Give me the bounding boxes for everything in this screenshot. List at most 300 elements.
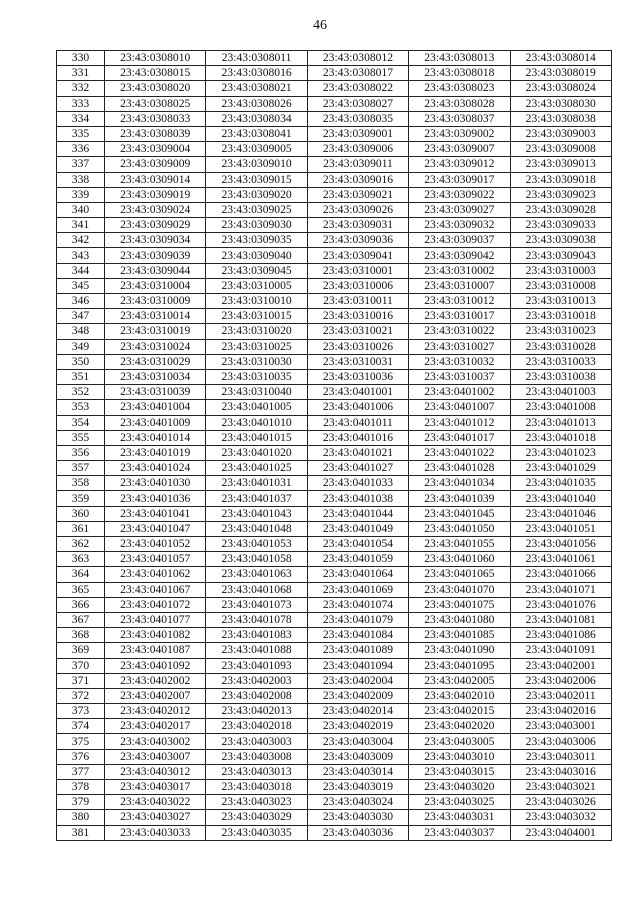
cadastral-number-cell: 23:43:0308018 [409,66,510,81]
cadastral-number-cell: 23:43:0403018 [206,780,307,795]
cadastral-number-cell: 23:43:0309032 [409,218,510,233]
row-number-cell: 359 [57,491,105,506]
cadastral-number-cell: 23:43:0401073 [206,597,307,612]
cadastral-number-cell: 23:43:0402001 [510,658,611,673]
cadastral-number-cell: 23:43:0310020 [206,324,307,339]
table-row [57,764,612,779]
cadastral-number-cell: 23:43:0401069 [307,582,408,597]
cadastral-number-cell: 23:43:0309044 [105,263,206,278]
cadastral-number-cell: 23:43:0308021 [206,81,307,96]
table-row [57,445,612,460]
cadastral-number-cell: 23:43:0308011 [206,51,307,66]
cadastral-number-cell: 23:43:0401051 [510,521,611,536]
cadastral-number-cell: 23:43:0402007 [105,688,206,703]
cadastral-number-cell: 23:43:0401080 [409,612,510,627]
row-number-cell: 345 [57,278,105,293]
cadastral-number-cell: 23:43:0401031 [206,476,307,491]
row-number-cell: 363 [57,552,105,567]
cadastral-number-cell: 23:43:0308017 [307,66,408,81]
cadastral-number-cell: 23:43:0309029 [105,218,206,233]
row-number-cell: 354 [57,415,105,430]
table-row [57,51,612,66]
row-number-cell: 344 [57,263,105,278]
cadastral-number-cell: 23:43:0401023 [510,445,611,460]
row-number-cell: 368 [57,628,105,643]
row-number-cell: 378 [57,780,105,795]
row-number-cell: 366 [57,597,105,612]
cadastral-number-cell: 23:43:0401081 [510,612,611,627]
cadastral-number-cell: 23:43:0401087 [105,643,206,658]
table-row [57,749,612,764]
cadastral-number-cell: 23:43:0401063 [206,567,307,582]
cadastral-number-cell: 23:43:0309010 [206,157,307,172]
table-row [57,658,612,673]
page-number: 46 [313,18,327,33]
cadastral-number-cell: 23:43:0309037 [409,233,510,248]
cadastral-number-cell: 23:43:0309024 [105,202,206,217]
cadastral-number-cell: 23:43:0310010 [206,294,307,309]
cadastral-number-cell: 23:43:0401062 [105,567,206,582]
row-number-cell: 372 [57,688,105,703]
cadastral-number-cell: 23:43:0402017 [105,719,206,734]
cadastral-number-cell: 23:43:0401025 [206,461,307,476]
cadastral-number-cell: 23:43:0402002 [105,673,206,688]
cadastral-number-cell: 23:43:0401040 [510,491,611,506]
table-row [57,111,612,126]
table-row [57,810,612,825]
cadastral-number-cell: 23:43:0401011 [307,415,408,430]
cadastral-number-cell: 23:43:0401006 [307,400,408,415]
cadastral-number-cell: 23:43:0310024 [105,339,206,354]
cadastral-number-cell: 23:43:0309012 [409,157,510,172]
cadastral-number-cell: 23:43:0401084 [307,628,408,643]
cadastral-number-cell: 23:43:0401041 [105,506,206,521]
row-number-cell: 377 [57,764,105,779]
cadastral-number-cell: 23:43:0403029 [206,810,307,825]
cadastral-number-cell: 23:43:0401005 [206,400,307,415]
cadastral-number-cell: 23:43:0309007 [409,142,510,157]
cadastral-number-cell: 23:43:0310016 [307,309,408,324]
cadastral-number-cell: 23:43:0403026 [510,795,611,810]
cadastral-number-cell: 23:43:0402005 [409,673,510,688]
cadastral-number-cell: 23:43:0401002 [409,385,510,400]
cadastral-number-cell: 23:43:0310038 [510,369,611,384]
row-number-cell: 333 [57,96,105,111]
row-number-cell: 369 [57,643,105,658]
table-row [57,294,612,309]
cadastral-number-cell: 23:43:0308028 [409,96,510,111]
cadastral-number-cell: 23:43:0401074 [307,597,408,612]
cadastral-number-cell: 23:43:0402012 [105,704,206,719]
cadastral-number-cell: 23:43:0308035 [307,111,408,126]
row-number-cell: 381 [57,825,105,840]
cadastral-number-cell: 23:43:0310030 [206,354,307,369]
table-row [57,309,612,324]
row-number-cell: 362 [57,537,105,552]
cadastral-number-cell: 23:43:0401038 [307,491,408,506]
table-row [57,476,612,491]
cadastral-number-cell: 23:43:0401053 [206,537,307,552]
table-row [57,430,612,445]
cadastral-number-cell: 23:43:0403037 [409,825,510,840]
cadastral-number-cell: 23:43:0309014 [105,172,206,187]
table-row [57,157,612,172]
cadastral-number-cell: 23:43:0403021 [510,780,611,795]
cadastral-number-cell: 23:43:0401068 [206,582,307,597]
cadastral-number-cell: 23:43:0401070 [409,582,510,597]
cadastral-number-cell: 23:43:0308041 [206,126,307,141]
cadastral-number-cell: 23:43:0403010 [409,749,510,764]
cadastral-number-cell: 23:43:0310031 [307,354,408,369]
cadastral-number-cell: 23:43:0401030 [105,476,206,491]
row-number-cell: 351 [57,369,105,384]
cadastral-number-cell: 23:43:0401003 [510,385,611,400]
cadastral-number-cell: 23:43:0310029 [105,354,206,369]
cadastral-number-cell: 23:43:0401091 [510,643,611,658]
row-number-cell: 350 [57,354,105,369]
cadastral-number-cell: 23:43:0401016 [307,430,408,445]
cadastral-number-cell: 23:43:0403033 [105,825,206,840]
row-number-cell: 331 [57,66,105,81]
cadastral-number-cell: 23:43:0403022 [105,795,206,810]
cadastral-number-cell: 23:43:0402016 [510,704,611,719]
cadastral-number-cell: 23:43:0401052 [105,537,206,552]
cadastral-number-cell: 23:43:0401034 [409,476,510,491]
table-row [57,218,612,233]
cadastral-number-cell: 23:43:0401079 [307,612,408,627]
cadastral-number-cell: 23:43:0310013 [510,294,611,309]
cadastral-number-cell: 23:43:0309040 [206,248,307,263]
table-row [57,537,612,552]
row-number-cell: 335 [57,126,105,141]
cadastral-number-cell: 23:43:0308015 [105,66,206,81]
cadastral-number-cell: 23:43:0308012 [307,51,408,66]
cadastral-number-cell: 23:43:0401029 [510,461,611,476]
cadastral-number-cell: 23:43:0401077 [105,612,206,627]
cadastral-number-cell: 23:43:0401076 [510,597,611,612]
cadastral-number-cell: 23:43:0401046 [510,506,611,521]
table-row [57,187,612,202]
cadastral-number-cell: 23:43:0309028 [510,202,611,217]
cadastral-number-cell: 23:43:0402015 [409,704,510,719]
row-number-cell: 380 [57,810,105,825]
cadastral-number-cell: 23:43:0310036 [307,369,408,384]
row-number-cell: 339 [57,187,105,202]
row-number-cell: 367 [57,612,105,627]
row-number-cell: 341 [57,218,105,233]
cadastral-number-cell: 23:43:0310003 [510,263,611,278]
cadastral-number-cell: 23:43:0403012 [105,764,206,779]
cadastral-number-cell: 23:43:0403005 [409,734,510,749]
cadastral-number-cell: 23:43:0401092 [105,658,206,673]
cadastral-number-cell: 23:43:0310035 [206,369,307,384]
cadastral-number-cell: 23:43:0401044 [307,506,408,521]
cadastral-number-cell: 23:43:0308010 [105,51,206,66]
table-row [57,780,612,795]
cadastral-number-cell: 23:43:0401013 [510,415,611,430]
row-number-cell: 337 [57,157,105,172]
cadastral-number-cell: 23:43:0310023 [510,324,611,339]
table-row [57,612,612,627]
cadastral-number-cell: 23:43:0402013 [206,704,307,719]
cadastral-number-cell: 23:43:0403004 [307,734,408,749]
cadastral-number-cell: 23:43:0401043 [206,506,307,521]
table-row [57,643,612,658]
row-number-cell: 349 [57,339,105,354]
cadastral-number-cell: 23:43:0309025 [206,202,307,217]
cadastral-number-cell: 23:43:0401059 [307,552,408,567]
cadastral-number-cell: 23:43:0309019 [105,187,206,202]
cadastral-number-cell: 23:43:0310033 [510,354,611,369]
row-number-cell: 346 [57,294,105,309]
row-number-cell: 379 [57,795,105,810]
cadastral-number-cell: 23:43:0310025 [206,339,307,354]
table-row [57,582,612,597]
cadastral-number-cell: 23:43:0308034 [206,111,307,126]
table-row [57,66,612,81]
cadastral-number-cell: 23:43:0308016 [206,66,307,81]
cadastral-number-cell: 23:43:0401083 [206,628,307,643]
table-row [57,628,612,643]
cadastral-number-cell: 23:43:0401050 [409,521,510,536]
table-row [57,719,612,734]
cadastral-number-cell: 23:43:0310008 [510,278,611,293]
cadastral-number-cell: 23:43:0401027 [307,461,408,476]
cadastral-number-cell: 23:43:0309034 [105,233,206,248]
cadastral-number-cell: 23:43:0310001 [307,263,408,278]
table-row [57,461,612,476]
table-row [57,673,612,688]
cadastral-number-cell: 23:43:0308022 [307,81,408,96]
cadastral-number-cell: 23:43:0401075 [409,597,510,612]
table-row [57,96,612,111]
cadastral-number-cell: 23:43:0309035 [206,233,307,248]
row-number-cell: 370 [57,658,105,673]
cadastral-number-cell: 23:43:0401037 [206,491,307,506]
cadastral-number-cell: 23:43:0401004 [105,400,206,415]
cadastral-number-cell: 23:43:0308039 [105,126,206,141]
cadastral-number-cell: 23:43:0309009 [105,157,206,172]
cadastral-number-cell: 23:43:0310021 [307,324,408,339]
row-number-cell: 352 [57,385,105,400]
row-number-cell: 364 [57,567,105,582]
row-number-cell: 332 [57,81,105,96]
table-row [57,202,612,217]
row-number-cell: 357 [57,461,105,476]
cadastral-number-cell: 23:43:0309011 [307,157,408,172]
cadastral-number-cell: 23:43:0310037 [409,369,510,384]
cadastral-number-cell: 23:43:0308014 [510,51,611,66]
cadastral-number-cell: 23:43:0402004 [307,673,408,688]
cadastral-number-cell: 23:43:0310032 [409,354,510,369]
row-number-cell: 360 [57,506,105,521]
cadastral-number-cell: 23:43:0310015 [206,309,307,324]
cadastral-number-cell: 23:43:0310034 [105,369,206,384]
row-number-cell: 365 [57,582,105,597]
cadastral-number-cell: 23:43:0310009 [105,294,206,309]
cadastral-number-cell: 23:43:0404001 [510,825,611,840]
table-row [57,126,612,141]
cadastral-number-cell: 23:43:0308027 [307,96,408,111]
cadastral-number-cell: 23:43:0401089 [307,643,408,658]
cadastral-number-cell: 23:43:0310007 [409,278,510,293]
table-row [57,567,612,582]
cadastral-number-cell: 23:43:0402010 [409,688,510,703]
cadastral-number-cell: 23:43:0310004 [105,278,206,293]
table-row [57,506,612,521]
table-row [57,263,612,278]
cadastral-number-cell: 23:43:0309033 [510,218,611,233]
cadastral-number-cell: 23:43:0403027 [105,810,206,825]
row-number-cell: 373 [57,704,105,719]
cadastral-number-cell: 23:43:0401021 [307,445,408,460]
cadastral-number-cell: 23:43:0402014 [307,704,408,719]
cadastral-number-cell: 23:43:0309018 [510,172,611,187]
cadastral-number-cell: 23:43:0403002 [105,734,206,749]
cadastral-number-cell: 23:43:0401008 [510,400,611,415]
table-row [57,491,612,506]
row-number-cell: 330 [57,51,105,66]
cadastral-number-cell: 23:43:0403019 [307,780,408,795]
cadastral-number-cell: 23:43:0401018 [510,430,611,445]
cadastral-number-cell: 23:43:0403023 [206,795,307,810]
cadastral-number-cell: 23:43:0310014 [105,309,206,324]
cadastral-number-cell: 23:43:0308025 [105,96,206,111]
cadastral-number-cell: 23:43:0309017 [409,172,510,187]
cadastral-number-cell: 23:43:0403017 [105,780,206,795]
cadastral-number-cell: 23:43:0403001 [510,719,611,734]
cadastral-number-cell: 23:43:0308013 [409,51,510,66]
cadastral-number-cell: 23:43:0310012 [409,294,510,309]
table-row [57,415,612,430]
table-row [57,172,612,187]
cadastral-number-cell: 23:43:0309042 [409,248,510,263]
cadastral-number-cell: 23:43:0401007 [409,400,510,415]
cadastral-number-cell: 23:43:0401067 [105,582,206,597]
cadastral-number-cell: 23:43:0309036 [307,233,408,248]
cadastral-number-cell: 23:43:0403036 [307,825,408,840]
cadastral-number-cell: 23:43:0308020 [105,81,206,96]
table-row [57,825,612,840]
cadastral-number-cell: 23:43:0401095 [409,658,510,673]
table-row [57,704,612,719]
cadastral-number-cell: 23:43:0309005 [206,142,307,157]
cadastral-number-cell: 23:43:0401020 [206,445,307,460]
cadastral-number-cell: 23:43:0309016 [307,172,408,187]
cadastral-number-cell: 23:43:0401033 [307,476,408,491]
cadastral-number-cell: 23:43:0310040 [206,385,307,400]
cadastral-number-cell: 23:43:0401085 [409,628,510,643]
cadastral-number-cell: 23:43:0310019 [105,324,206,339]
cadastral-number-cell: 23:43:0309003 [510,126,611,141]
row-number-cell: 353 [57,400,105,415]
row-number-cell: 340 [57,202,105,217]
table-row [57,385,612,400]
cadastral-number-cell: 23:43:0403032 [510,810,611,825]
cadastral-number-cell: 23:43:0310028 [510,339,611,354]
cadastral-number-cell: 23:43:0310002 [409,263,510,278]
cadastral-number-cell: 23:43:0309030 [206,218,307,233]
row-number-cell: 342 [57,233,105,248]
table-row [57,324,612,339]
cadastral-number-cell: 23:43:0402003 [206,673,307,688]
row-number-cell: 338 [57,172,105,187]
table-body [57,51,612,841]
cadastral-number-cell: 23:43:0401090 [409,643,510,658]
cadastral-number-cell: 23:43:0401010 [206,415,307,430]
cadastral-number-cell: 23:43:0403014 [307,764,408,779]
cadastral-number-cell: 23:43:0401078 [206,612,307,627]
cadastral-number-cell: 23:43:0403035 [206,825,307,840]
cadastral-number-cell: 23:43:0308030 [510,96,611,111]
cadastral-number-cell: 23:43:0401066 [510,567,611,582]
cadastral-number-cell: 23:43:0402019 [307,719,408,734]
cadastral-number-cell: 23:43:0403024 [307,795,408,810]
table-row [57,369,612,384]
cadastral-number-cell: 23:43:0401001 [307,385,408,400]
cadastral-number-cell: 23:43:0309001 [307,126,408,141]
cadastral-number-cell: 23:43:0401088 [206,643,307,658]
cadastral-number-cell: 23:43:0401045 [409,506,510,521]
cadastral-number-cell: 23:43:0402018 [206,719,307,734]
cadastral-number-cell: 23:43:0309022 [409,187,510,202]
row-number-cell: 336 [57,142,105,157]
cadastral-number-cell: 23:43:0401024 [105,461,206,476]
table-row [57,142,612,157]
cadastral-number-cell: 23:43:0401048 [206,521,307,536]
row-number-cell: 347 [57,309,105,324]
table-row [57,597,612,612]
cadastral-number-cell: 23:43:0402006 [510,673,611,688]
cadastral-number-cell: 23:43:0310039 [105,385,206,400]
cadastral-number-cell: 23:43:0401057 [105,552,206,567]
cadastral-number-cell: 23:43:0401072 [105,597,206,612]
cadastral-number-cell: 23:43:0401012 [409,415,510,430]
cadastral-number-cell: 23:43:0309006 [307,142,408,157]
table-row [57,400,612,415]
cadastral-number-cell: 23:43:0401035 [510,476,611,491]
cadastral-number-cell: 23:43:0403031 [409,810,510,825]
cadastral-number-cell: 23:43:0401036 [105,491,206,506]
table-row [57,248,612,263]
cadastral-number-cell: 23:43:0403009 [307,749,408,764]
cadastral-numbers-table [56,50,612,841]
cadastral-number-cell: 23:43:0401014 [105,430,206,445]
row-number-cell: 356 [57,445,105,460]
cadastral-number-cell: 23:43:0401054 [307,537,408,552]
cadastral-number-cell: 23:43:0309021 [307,187,408,202]
row-number-cell: 343 [57,248,105,263]
cadastral-number-cell: 23:43:0308033 [105,111,206,126]
row-number-cell: 371 [57,673,105,688]
cadastral-number-cell: 23:43:0401071 [510,582,611,597]
cadastral-number-cell: 23:43:0401022 [409,445,510,460]
cadastral-number-cell: 23:43:0309023 [510,187,611,202]
cadastral-number-cell: 23:43:0309004 [105,142,206,157]
table-row [57,688,612,703]
table-row [57,734,612,749]
cadastral-number-cell: 23:43:0309026 [307,202,408,217]
row-number-cell: 361 [57,521,105,536]
cadastral-number-cell: 23:43:0401055 [409,537,510,552]
cadastral-number-cell: 23:43:0401058 [206,552,307,567]
cadastral-number-cell: 23:43:0310022 [409,324,510,339]
table-row [57,795,612,810]
cadastral-number-cell: 23:43:0310006 [307,278,408,293]
cadastral-number-cell: 23:43:0310011 [307,294,408,309]
cadastral-number-cell: 23:43:0401019 [105,445,206,460]
row-number-cell: 376 [57,749,105,764]
